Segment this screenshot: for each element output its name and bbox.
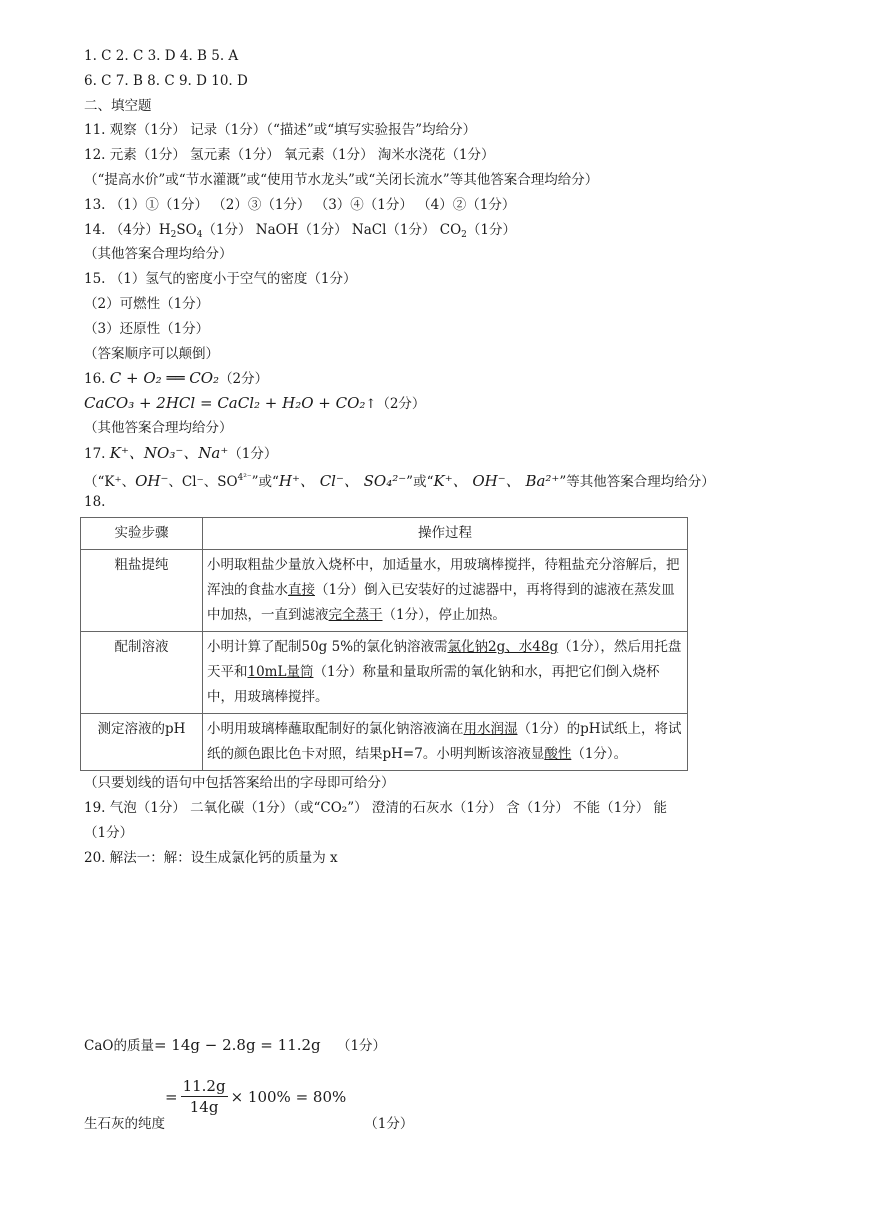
- table-cell-process: [203, 632, 688, 714]
- table-row: [81, 632, 688, 714]
- cao-label: CaO的质量: [84, 1038, 154, 1055]
- table-row: [81, 714, 688, 771]
- q14-sub-2: 4: [196, 229, 203, 240]
- text-segment: 小明取粗盐少量放入烧杯中，加适量水，用玻璃棒搅拌，待粗盐充分溶解后，把浑浊的食盐水: [207, 557, 680, 599]
- q14-note: （其他答案合理均给分）: [84, 246, 233, 263]
- q17-alt-2: 、Cl⁻、SO: [168, 473, 238, 490]
- q14-mid: SO: [176, 221, 197, 238]
- q16-score-2: （2分）: [376, 396, 426, 413]
- equals-sign: =: [165, 1087, 178, 1106]
- table-cell-step: 测定溶液的pH: [81, 714, 203, 771]
- text-segment: 小明计算了配制50g 5%的氯化钠溶液需: [207, 639, 448, 656]
- text-segment: （1分），停止加热。: [382, 607, 506, 624]
- gas-arrow-icon: ↑: [365, 397, 377, 413]
- q17-alt-3: ”或“: [251, 473, 279, 490]
- q14-end: （1分）: [466, 221, 516, 238]
- experiment-table: [80, 517, 688, 771]
- q17-alt-oh: OH⁻: [135, 471, 169, 490]
- table-header-step: 实验步骤: [81, 518, 203, 550]
- text-segment: （1分）倒入已安装好的过滤器中，再将得到的滤液在蒸发皿中加热，一直到滤液: [207, 582, 675, 624]
- q15-note: （答案顺序可以颠倒）: [84, 345, 219, 362]
- table-cell-step: 粗盐提纯: [81, 550, 203, 632]
- q14: [84, 218, 824, 243]
- purity-rest: × 100% = 80%: [230, 1087, 347, 1106]
- q16-equation-1: C + O₂ ══ CO₂: [109, 369, 220, 388]
- q17-alt-1: （“K⁺、: [84, 473, 136, 490]
- q13: 13. （1）①（1分） （2）③（1分） （3）④（1分） （4）②（1分）: [84, 196, 516, 213]
- purity-line: [84, 1077, 824, 1136]
- purity-denominator: 14g: [189, 1098, 219, 1117]
- underlined-answer: 酸性: [544, 746, 572, 763]
- q17-alt-4: ”或“: [406, 473, 434, 490]
- underlined-answer: 完全蒸干: [328, 607, 383, 624]
- choice-answers-2: 6. C 7. B 8. C 9. D 10. D: [84, 72, 248, 89]
- text-segment: （1分）的pH试纸上，将试纸的颜色跟比色卡对照，结果pH=7。小明判断该溶液显: [207, 721, 682, 763]
- q15-3: （3）还原性（1分）: [84, 320, 210, 337]
- q16-num: 16.: [84, 371, 106, 388]
- purity-label: 生石灰的纯度: [84, 1116, 165, 1133]
- underlined-answer: 直接: [288, 582, 315, 599]
- q17-ions: K⁺、NO₃⁻、Na⁺: [109, 443, 229, 462]
- q15-1: 15. （1）氢气的密度小于空气的密度（1分）: [84, 271, 357, 288]
- purity-fraction: [181, 1076, 228, 1117]
- underlined-answer: 用水润湿: [463, 721, 518, 738]
- table-cell-step: 配制溶液: [81, 632, 203, 714]
- underlined-answer: 氯化钠2g、水48g: [447, 639, 559, 656]
- underlined-answer: 10mL量筒: [247, 664, 314, 681]
- blank-space: [84, 870, 824, 1030]
- text-segment: （1分），然后用托盘天平和: [207, 639, 682, 681]
- q16-score-1: （2分）: [219, 371, 269, 388]
- purity-score: （1分）: [364, 1116, 414, 1133]
- q20: 20. 解法一：解：设生成氯化钙的质量为 x: [84, 849, 338, 866]
- choice-answers-1: 1. C 2. C 3. D 4. B 5. A: [84, 48, 239, 64]
- text-segment: （1分）。: [571, 746, 628, 763]
- q18-num: 18.: [84, 494, 106, 511]
- q16-line-1: [84, 366, 824, 391]
- answer-sheet: [84, 44, 824, 1136]
- q11: 11. 观察（1分） 记录（1分）（“描述”或“填写实验报告”均给分）: [84, 122, 477, 139]
- cao-mass-line: [84, 1030, 824, 1060]
- purity-numerator: 11.2g: [182, 1077, 226, 1096]
- text-segment: （1分）称量和量取所需的氧化钠和水，再把它们倒入烧杯中，用玻璃棒搅拌。: [207, 664, 660, 706]
- q14-rest: （1分） NaOH（1分） NaCl（1分） CO: [202, 221, 462, 238]
- q17-alt-ions-3: K⁺、 OH⁻、 Ba²⁺: [433, 471, 560, 490]
- purity-formula: [165, 1076, 346, 1117]
- q17-alt-so4: 4²⁻: [237, 472, 252, 483]
- q16-equation-2: CaCO₃ + 2HCl = CaCl₂ + H₂O + CO₂: [84, 394, 366, 413]
- q19-line-1: 19. 气泡（1分） 二氧化碳（1分）（或“CO₂”） 澄清的石灰水（1分） 含（1分） 不能（1分） 能: [84, 799, 668, 816]
- cao-score: （1分）: [336, 1038, 387, 1055]
- q12: 12. 元素（1分） 氢元素（1分） 氧元素（1分） 淘米水浇花（1分）: [84, 147, 495, 164]
- q18-note: （只要划线的语句中包括答案给出的字母即可给分）: [84, 775, 395, 792]
- q14-sub-3: 2: [461, 229, 467, 240]
- table-cell-process: [203, 714, 688, 771]
- q16-note: （其他答案合理均给分）: [84, 419, 233, 436]
- q17-num: 17.: [84, 445, 106, 462]
- q16-line-2: [84, 391, 824, 416]
- q17-score: （1分）: [228, 445, 278, 462]
- q19-line-2: （1分）: [84, 824, 134, 841]
- q17-alternatives: [84, 466, 824, 491]
- q12-note: （“提高水价”或“节水灌溉”或“使用节水龙头”或“关闭长流水”等其他答案合理均给分）: [84, 171, 599, 188]
- table-cell-process: [203, 550, 688, 632]
- table-row: [81, 550, 688, 632]
- q15-2: （2）可燃性（1分）: [84, 295, 210, 312]
- cao-equation: = 14g − 2.8g = 11.2g: [153, 1036, 321, 1055]
- q14-prefix: 14. （4分）H: [84, 221, 171, 238]
- section-title: 二、填空题: [84, 97, 152, 114]
- table-header-row: [81, 518, 688, 550]
- text-segment: 小明用玻璃棒蘸取配制好的氯化钠溶液滴在: [207, 721, 464, 738]
- q17: [84, 441, 824, 466]
- q17-alt-5: ”等其他答案合理均给分）: [559, 473, 715, 490]
- table-header-process: 操作过程: [203, 518, 688, 550]
- q17-alt-ions-2: H⁺、 Cl⁻、 SO₄²⁻: [278, 471, 407, 490]
- q14-sub-1: 2: [170, 229, 177, 240]
